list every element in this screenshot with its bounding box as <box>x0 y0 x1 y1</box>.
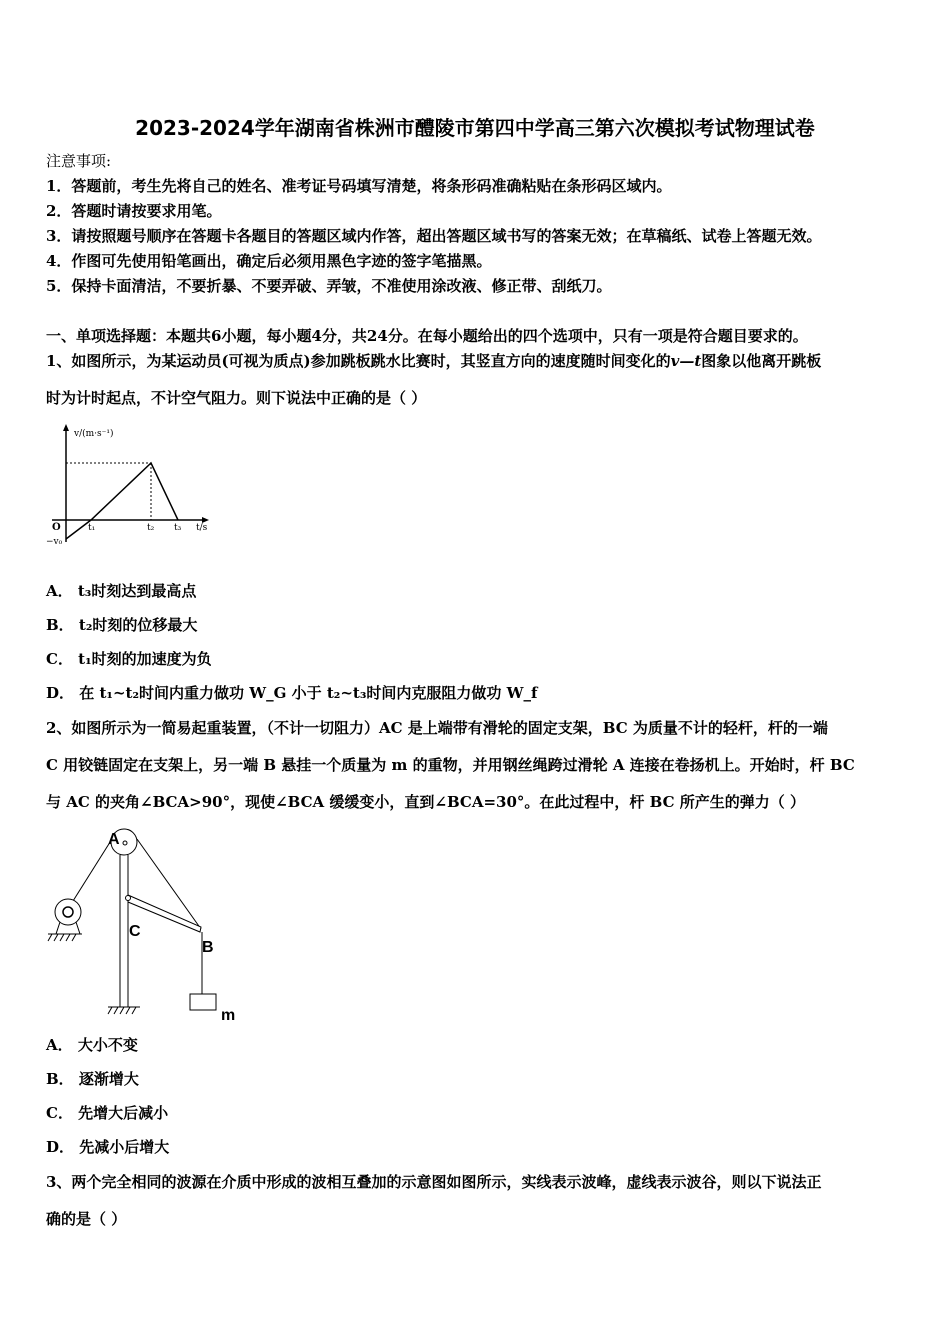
q1-line1: 1、如图所示，为某运动员(可视为质点)参加跳板跳水比赛时，其竖直方向的速度随时间变化的 <box>46 352 671 370</box>
t1-label: t₁ <box>88 523 96 533</box>
q2-line3: 与 AC 的夹角∠BCA>90°，现使∠BCA 缓缓变小，直到∠BCA=30°。在此过程中，杆 BC 所产生的弹力（ ） <box>46 793 805 811</box>
mass-label: m <box>221 1007 236 1024</box>
t3-label: t₃ <box>174 523 182 533</box>
notice-item: 4．作图可先使用铅笔画出，确定后必须用黑色字迹的签字笔描黑。 <box>46 252 492 270</box>
q3-line1: 3、两个完全相同的波源在介质中形成的波相互叠加的示意图如图所示，实线表示波峰，虚线表示波谷，则以下说法正 <box>46 1173 822 1191</box>
y-axis-label: v/(m·s⁻¹) <box>74 429 114 439</box>
q2-option-c[interactable]: C． 先增大后减小 <box>46 1104 169 1122</box>
vt-graph <box>44 422 219 550</box>
q1-option-a[interactable]: A． t₃时刻达到最高点 <box>46 582 197 600</box>
vt-symbol: v—t <box>670 352 702 370</box>
v0-label: −v₀ <box>46 537 63 547</box>
q1-line1b: 图象以他离开跳板 <box>701 352 822 370</box>
t2-label: t₂ <box>147 523 155 533</box>
notice-heading: 注意事项: <box>46 152 112 170</box>
q1-line2: 时为计时起点，不计空气阻力。则下说法中正确的是（ ） <box>46 389 427 407</box>
notice-item: 5．保持卡面清洁，不要折暴、不要弄破、弄皱，不准使用涂改液、修正带、刮纸刀。 <box>46 277 612 295</box>
crane-diagram <box>40 822 250 1030</box>
x-axis-label: t/s <box>196 523 208 533</box>
q2-option-a[interactable]: A． 大小不变 <box>46 1036 138 1054</box>
question-1-text <box>46 351 821 371</box>
notice-item: 2．答题时请按要求用笔。 <box>46 202 222 220</box>
point-a-label: A <box>108 831 120 848</box>
q1-option-c[interactable]: C． t₁时刻的加速度为负 <box>46 650 212 668</box>
q2-option-b[interactable]: B． 逐渐增大 <box>46 1070 139 1088</box>
section-heading: 一、单项选择题：本题共6小题，每小题4分，共24分。在每小题给出的四个选项中，只有一项是符合题目要求的。 <box>46 327 808 345</box>
page-title: 2023-2024学年湖南省株洲市醴陵市第四中学高三第六次模拟考试物理试卷 <box>135 116 815 140</box>
point-c-label: C <box>129 923 141 940</box>
q1-option-d[interactable]: D． 在 t₁~t₂时间内重力做功 W_G 小于 t₂~t₃时间内克服阻力做功 W_f <box>46 684 538 702</box>
notice-item: 3．请按照题号顺序在答题卡各题目的答题区域内作答，超出答题区域书写的答案无效；在草稿纸、试卷上答题无效。 <box>46 227 822 245</box>
q1-option-b[interactable]: B． t₂时刻的位移最大 <box>46 616 198 634</box>
q2-line1: 2、如图所示为一简易起重装置，（不计一切阻力）AC 是上端带有滑轮的固定支架，BC 为质量不计的轻杆，杆的一端 <box>46 719 828 737</box>
notice-item: 1．答题前，考生先将自己的姓名、准考证号码填写清楚，将条形码准确粘贴在条形码区域内。 <box>46 177 672 195</box>
q2-line2: C 用铰链固定在支架上，另一端 B 悬挂一个质量为 m 的重物，并用钢丝绳跨过滑轮 A 连接在卷扬机上。开始时，杆 BC <box>46 756 855 774</box>
origin-label: O <box>52 522 61 533</box>
point-b-label: B <box>202 939 214 956</box>
q2-option-d[interactable]: D． 先减小后增大 <box>46 1138 170 1156</box>
q3-line2: 确的是（ ） <box>46 1210 127 1228</box>
